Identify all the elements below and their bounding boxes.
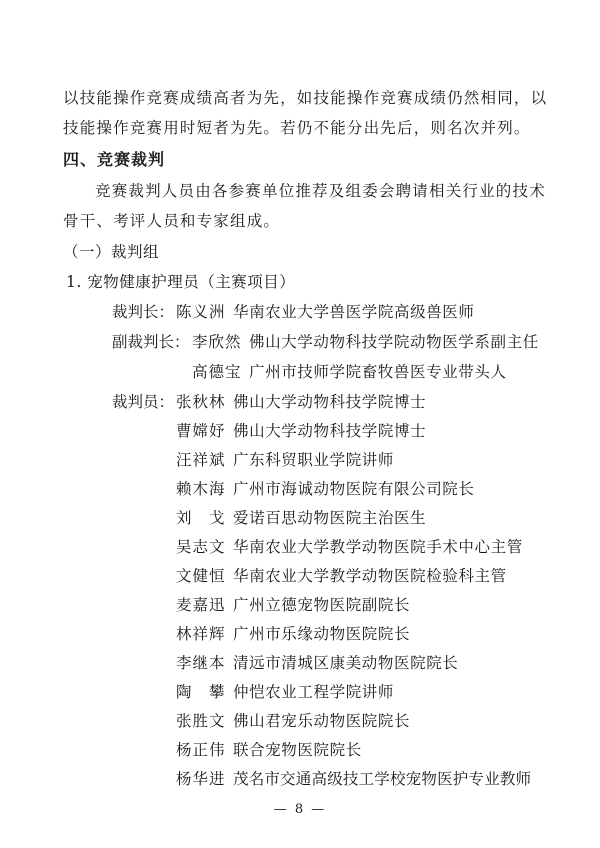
paragraph-line: 骨干、考评人员和专家组成。 [63, 212, 281, 230]
person-name: 汪祥斌 [176, 451, 226, 469]
person-title: 清远市清城区康美动物医院院长 [233, 654, 459, 672]
person-name: 高德宝 [192, 363, 242, 381]
role-label-chief-judge: 裁判长： [112, 303, 175, 321]
person-title: 广州市乐缘动物医院院长 [233, 625, 411, 643]
person-name: 李欣然 [192, 333, 242, 351]
person-name: 刘 戈 [176, 509, 226, 527]
page-number: — 8 — [273, 802, 327, 817]
person-name: 陈义洲 [176, 303, 226, 321]
person-name: 麦嘉迅 [176, 596, 226, 614]
person-title: 佛山大学动物科技学院博士 [233, 422, 427, 440]
person-name: 陶 攀 [176, 683, 226, 701]
person-name: 文健恒 [176, 567, 226, 585]
person-title: 广州立德宠物医院副院长 [233, 596, 411, 614]
person-title: 华南农业大学教学动物医院检验科主管 [233, 567, 507, 585]
person-title: 仲恺农业工程学院讲师 [233, 683, 395, 701]
person-title: 佛山君宠乐动物医院院长 [233, 712, 411, 730]
person-title: 华南农业大学教学动物医院手术中心主管 [233, 538, 523, 556]
paragraph-line: 以技能操作竞赛成绩高者为先，如技能操作竞赛成绩仍然相同，以 [63, 89, 548, 107]
person-name: 张秋林 [176, 393, 226, 411]
person-name: 张胜文 [176, 712, 226, 730]
role-label-deputy-judge: 副裁判长： [112, 333, 190, 351]
person-name: 林祥辉 [176, 625, 226, 643]
paragraph-line: 技能操作竞赛用时短者为先。若仍不能分出先后，则名次并列。 [63, 119, 531, 137]
person-name: 杨华进 [176, 770, 226, 788]
person-title: 佛山大学动物科技学院动物医学系副主任 [249, 333, 539, 351]
person-title: 茂名市交通高级技工学校宠物医护专业教师 [233, 770, 532, 788]
person-name: 曹嫦妤 [176, 422, 226, 440]
person-name: 吴志文 [176, 538, 226, 556]
person-name: 杨正伟 [176, 741, 226, 759]
role-label-judges: 裁判员： [112, 393, 175, 411]
paragraph-line: 竞赛裁判人员由各参赛单位推荐及组委会聘请相关行业的技术 [95, 182, 546, 200]
person-title: 广州市技师学院畜牧兽医专业带头人 [249, 363, 507, 381]
person-title: 爱诺百思动物医院主治医生 [233, 509, 427, 527]
person-name: 李继本 [176, 654, 226, 672]
section-heading: 四、竞赛裁判 [63, 150, 166, 169]
item-title: 1. 宠物健康护理员（主赛项目） [66, 273, 296, 291]
subsection-heading: （一）裁判组 [63, 243, 160, 261]
person-title: 华南农业大学兽医学院高级兽医师 [233, 303, 475, 321]
person-title: 广州市海诚动物医院有限公司院长 [233, 480, 475, 498]
person-title: 联合宠物医院院长 [233, 741, 362, 759]
person-name: 赖木海 [176, 480, 226, 498]
person-title: 广东科贸职业学院讲师 [233, 451, 395, 469]
person-title: 佛山大学动物科技学院博士 [233, 393, 427, 411]
